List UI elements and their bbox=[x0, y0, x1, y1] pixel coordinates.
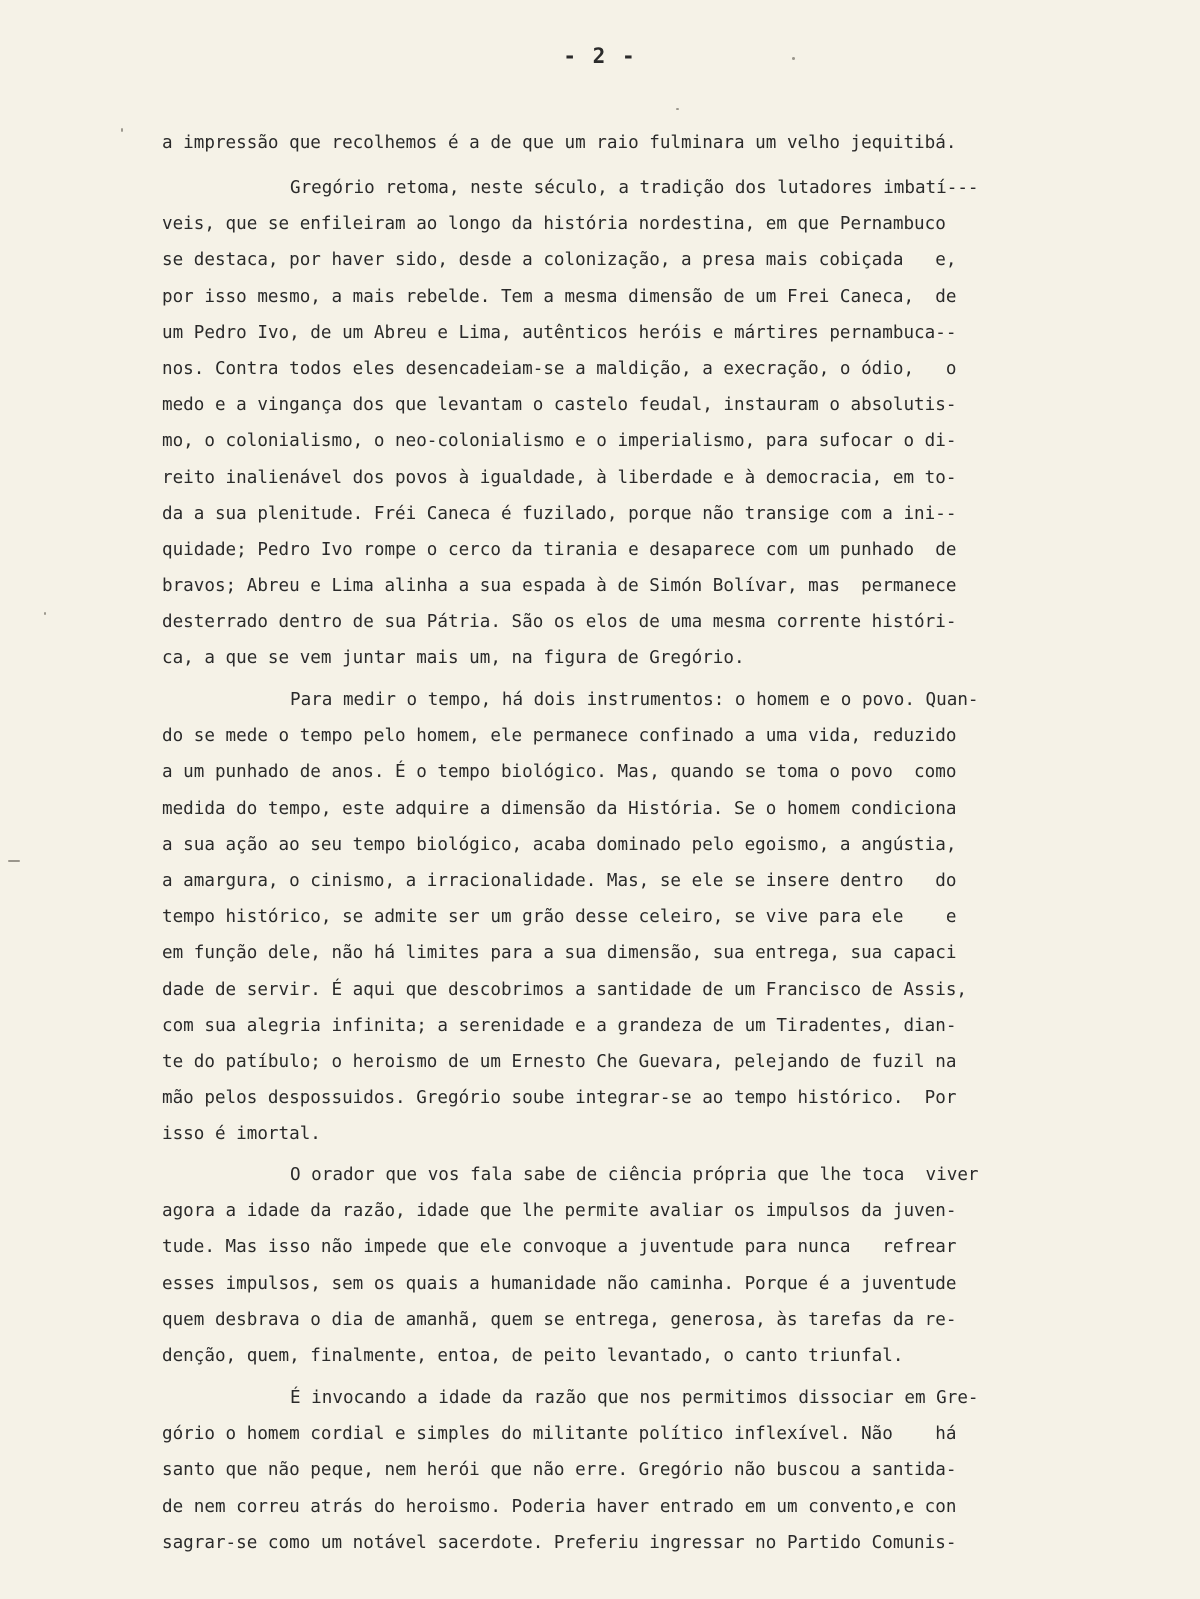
text-line: nos. Contra todos eles desencadeiam-se a maldição, a execração, o ódio, o bbox=[162, 358, 957, 379]
text-line: te do patíbulo; o heroismo de um Ernesto Che Guevara, pelejando de fuzil na bbox=[162, 1051, 957, 1072]
text-line: quem desbrava o dia de amanhã, quem se entrega, generosa, às tarefas da re- bbox=[162, 1309, 957, 1330]
text-line: bravos; Abreu e Lima alinha a sua espada à de Simón Bolívar, mas permanece bbox=[162, 576, 957, 597]
text-line: medo e a vingança dos que levantam o castelo feudal, instauram o absolutis- bbox=[162, 395, 957, 416]
text-line: denção, quem, finalmente, entoa, de peito levantado, o canto triunfal. bbox=[162, 1345, 904, 1366]
paragraph-2 bbox=[162, 170, 1152, 677]
text-line: Para medir o tempo, há dois instrumentos: o homem e o povo. Quan- bbox=[290, 690, 979, 710]
text-line: a amargura, o cinismo, a irracionalidade. Mas, se ele se insere dentro do bbox=[162, 870, 957, 891]
text-line: ca, a que se vem juntar mais um, na figura de Gregório. bbox=[162, 648, 745, 669]
text-line: tempo histórico, se admite ser um grão desse celeiro, se vive para ele e bbox=[162, 907, 957, 928]
text-line: mão pelos despossuidos. Gregório soube integrar-se ao tempo histórico. Por bbox=[162, 1088, 957, 1109]
text-line: medida do tempo, este adquire a dimensão da História. Se o homem condiciona bbox=[162, 798, 957, 819]
text-line: dade de servir. É aqui que descobrimos a santidade de um Francisco de Assis, bbox=[162, 979, 968, 1000]
text-line: É invocando a idade da razão que nos permitimos dissociar em Gre- bbox=[290, 1388, 979, 1408]
text-line: sagrar-se como um notável sacerdote. Preferiu ingressar no Partido Comunis- bbox=[162, 1532, 957, 1553]
text-line: se destaca, por haver sido, desde a colonização, a presa mais cobiçada e, bbox=[162, 250, 957, 271]
paper-speck bbox=[8, 860, 20, 862]
paper-speck bbox=[44, 612, 46, 615]
text-line: tude. Mas isso não impede que ele convoque a juventude para nunca refrear bbox=[162, 1237, 957, 1258]
text-line: agora a idade da razão, idade que lhe permite avaliar os impulsos da juven- bbox=[162, 1201, 957, 1222]
text-line: a um punhado de anos. É o tempo biológico. Mas, quando se toma o povo como bbox=[162, 762, 957, 783]
text-line: do se mede o tempo pelo homem, ele permanece confinado a uma vida, reduzido bbox=[162, 726, 957, 747]
text-line: quidade; Pedro Ivo rompe o cerco da tirania e desaparece com um punhado de bbox=[162, 539, 957, 560]
text-line: um Pedro Ivo, de um Abreu e Lima, autênticos heróis e mártires pernambuca-- bbox=[162, 322, 957, 343]
text-line: com sua alegria infinita; a serenidade e a grandeza de um Tiradentes, dian- bbox=[162, 1015, 957, 1036]
paragraph-4 bbox=[162, 1157, 1152, 1374]
page-number: - 2 - bbox=[563, 44, 637, 68]
paragraph-5 bbox=[162, 1380, 1152, 1561]
text-line: reito inalienável dos povos à igualdade, à liberdade e à democracia, em to- bbox=[162, 467, 957, 488]
text-line: a impressão que recolhemos é a de que um raio fulminara um velho jequitibá. bbox=[162, 133, 957, 153]
text-line: isso é imortal. bbox=[162, 1124, 321, 1145]
text-line: da a sua plenitude. Fréi Caneca é fuzilado, porque não transige com a ini-- bbox=[162, 503, 957, 524]
paper-speck bbox=[792, 57, 795, 60]
paper-speck bbox=[676, 108, 679, 110]
paragraph-1 bbox=[162, 125, 1152, 161]
text-line: esses impulsos, sem os quais a humanidade não caminha. Porque é a juventude bbox=[162, 1273, 957, 1294]
text-line: em função dele, não há limites para a sua dimensão, sua entrega, sua capaci bbox=[162, 943, 957, 964]
text-line: por isso mesmo, a mais rebelde. Tem a mesma dimensão de um Frei Caneca, de bbox=[162, 286, 957, 307]
text-line: mo, o colonialismo, o neo-colonialismo e o imperialismo, para sufocar o di- bbox=[162, 431, 957, 452]
paper-speck bbox=[121, 128, 123, 132]
text-line: desterrado dentro de sua Pátria. São os elos de uma mesma corrente históri- bbox=[162, 612, 957, 633]
text-line: O orador que vos fala sabe de ciência própria que lhe toca viver bbox=[290, 1165, 979, 1185]
text-line: Gregório retoma, neste século, a tradição dos lutadores imbatí--- bbox=[290, 178, 979, 198]
text-line: veis, que se enfileiram ao longo da história nordestina, em que Pernambuco bbox=[162, 214, 946, 235]
text-line: gório o homem cordial e simples do militante político inflexível. Não há bbox=[162, 1424, 957, 1445]
text-line: de nem correu atrás do heroismo. Poderia haver entrado em um convento,e con bbox=[162, 1496, 957, 1517]
text-line: santo que não peque, nem herói que não erre. Gregório não buscou a santida- bbox=[162, 1460, 957, 1481]
text-line: a sua ação ao seu tempo biológico, acaba dominado pelo egoismo, a angústia, bbox=[162, 834, 957, 855]
paragraph-3 bbox=[162, 682, 1152, 1152]
